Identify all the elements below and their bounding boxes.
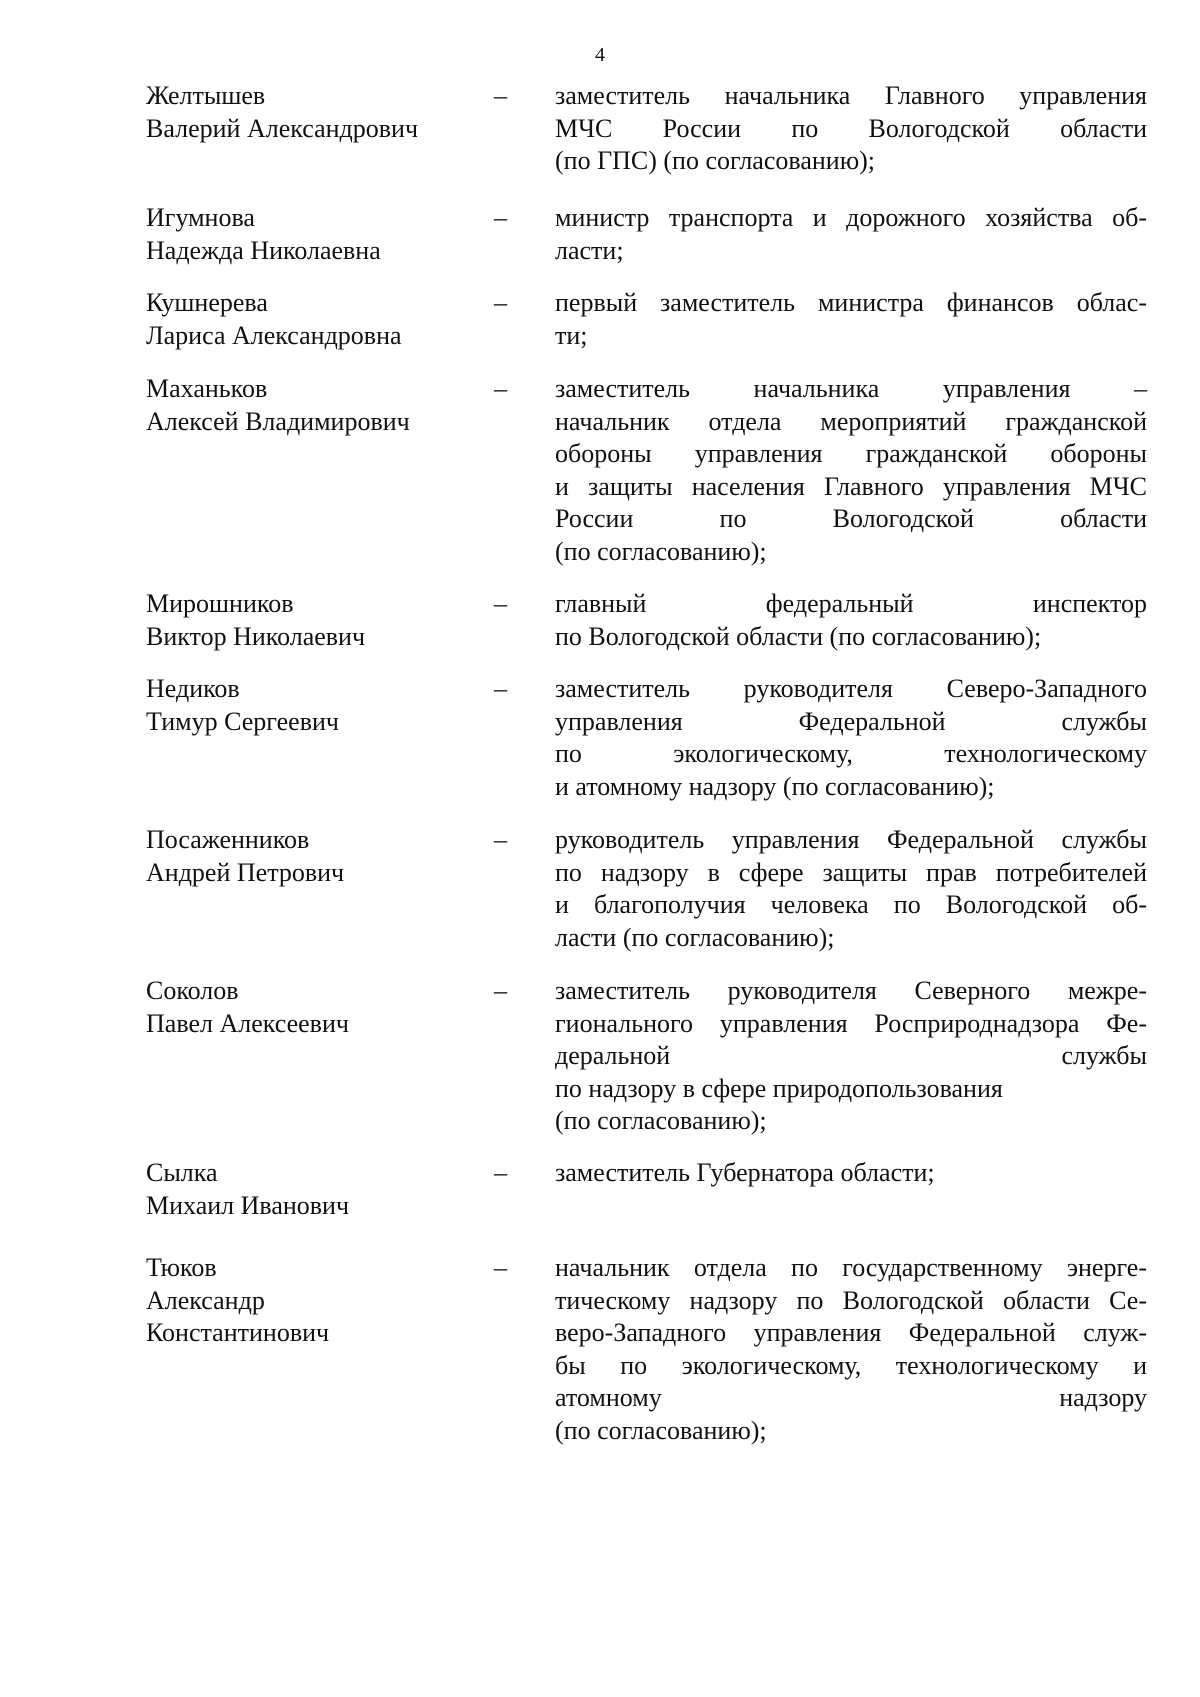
member-position <box>555 673 1147 803</box>
position-line: (по ГПС) (по согласованию); <box>555 146 875 175</box>
separator-dash: – <box>494 976 507 1005</box>
separator-dash: – <box>494 203 507 232</box>
member-given-names: Михаил Иванович <box>146 1190 350 1220</box>
member-name <box>146 1252 476 1350</box>
position-line: тическому надзору по Вологодской области Се- <box>555 1285 1147 1315</box>
member-position <box>555 1157 1147 1190</box>
member-position <box>555 202 1147 267</box>
position-line: и защиты населения Главного управления МЧС <box>555 471 1147 501</box>
member-name <box>146 287 476 352</box>
member-name <box>146 1157 476 1222</box>
position-line: по Вологодской области (по согласованию); <box>555 621 1042 651</box>
member-position <box>555 1252 1147 1447</box>
member-surname: Кушнерева <box>146 288 268 317</box>
member-given-names: Алексей Владимирович <box>146 406 410 436</box>
position-line: начальник отдела по государственному энерге- <box>555 1253 1147 1282</box>
position-line: заместитель руководителя Северо-Западного <box>555 674 1147 703</box>
member-surname: Желтышев <box>146 81 266 110</box>
position-line: и благополучия человека по Вологодской об- <box>555 890 1147 919</box>
position-line: МЧС России по Вологодской области <box>555 113 1147 143</box>
separator-dash: – <box>494 374 507 403</box>
member-given-names: Надежда Николаевна <box>146 235 381 265</box>
position-line: ласти (по согласованию); <box>555 922 835 952</box>
position-line: атомному надзору <box>555 1383 1147 1412</box>
member-given-names: Павел Алексеевич <box>146 1008 349 1038</box>
member-given-names: Лариса Александровна <box>146 320 402 350</box>
separator-dash: – <box>494 825 507 854</box>
member-surname: Маханьков <box>146 374 268 403</box>
position-line: обороны управления гражданской обороны <box>555 439 1147 468</box>
separator-dash: – <box>494 288 507 317</box>
member-surname: Посаженников <box>146 825 310 854</box>
member-patronymic: Константинович <box>146 1318 330 1347</box>
position-line: главный федеральный инспектор <box>555 589 1147 618</box>
position-line: министр транспорта и дорожного хозяйства об- <box>555 203 1147 232</box>
member-position <box>555 287 1147 352</box>
position-line: по надзору в сфере природопользования <box>555 1073 1003 1103</box>
separator-dash: – <box>494 1253 507 1282</box>
position-line: веро-Западного управления Федеральной служ- <box>555 1318 1147 1347</box>
position-line: ласти; <box>555 235 624 265</box>
position-line: заместитель начальника Главного управления <box>555 81 1147 110</box>
position-line: управления Федеральной службы <box>555 706 1147 736</box>
member-surname: Игумнова <box>146 203 255 232</box>
position-line: (по согласованию); <box>555 1106 767 1135</box>
member-position <box>555 373 1147 568</box>
member-given-names: Виктор Николаевич <box>146 621 366 651</box>
member-surname: Сылка <box>146 1158 218 1187</box>
member-name <box>146 975 476 1040</box>
position-line: начальник отдела мероприятий гражданской <box>555 406 1147 436</box>
position-line: гионального управления Росприроднадзора Фе- <box>555 1008 1147 1038</box>
position-line: заместитель начальника управления – <box>555 374 1147 403</box>
member-given-names: Валерий Александрович <box>146 113 419 143</box>
position-line: заместитель руководителя Северного межре- <box>555 976 1147 1005</box>
position-line: первый заместитель министра финансов облас- <box>555 288 1147 317</box>
position-line: деральной службы <box>555 1041 1147 1070</box>
member-position <box>555 975 1147 1138</box>
position-line: ти; <box>555 320 588 350</box>
member-surname: Тюков <box>146 1253 217 1282</box>
member-given-names: Тимур Сергеевич <box>146 706 339 736</box>
position-line: и атомному надзору (по согласованию); <box>555 771 995 801</box>
member-name <box>146 673 476 738</box>
position-line: (по согласованию); <box>555 536 767 566</box>
position-line: (по согласованию); <box>555 1415 767 1445</box>
member-surname: Недиков <box>146 674 240 703</box>
member-name <box>146 373 476 438</box>
position-line: по надзору в сфере защиты прав потребителей <box>555 857 1147 887</box>
member-name <box>146 80 476 145</box>
member-surname: Соколов <box>146 976 239 1005</box>
member-given-names: Андрей Петрович <box>146 857 345 887</box>
separator-dash: – <box>494 81 507 110</box>
member-position <box>555 588 1147 653</box>
position-line: России по Вологодской области <box>555 504 1147 533</box>
page-number: 4 <box>595 44 605 66</box>
separator-dash: – <box>494 589 507 618</box>
position-line: по экологическому, технологическому <box>555 739 1147 768</box>
position-line: заместитель Губернатора области; <box>555 1158 935 1187</box>
member-position <box>555 80 1147 178</box>
member-given-names: Александр <box>146 1285 265 1315</box>
position-line: руководитель управления Федеральной службы <box>555 825 1147 854</box>
member-name <box>146 824 476 889</box>
member-position <box>555 824 1147 954</box>
separator-dash: – <box>494 1158 507 1187</box>
position-line: бы по экологическому, технологическому и <box>555 1350 1147 1380</box>
member-name <box>146 202 476 267</box>
separator-dash: – <box>494 674 507 703</box>
member-surname: Мирошников <box>146 589 294 618</box>
member-name <box>146 588 476 653</box>
